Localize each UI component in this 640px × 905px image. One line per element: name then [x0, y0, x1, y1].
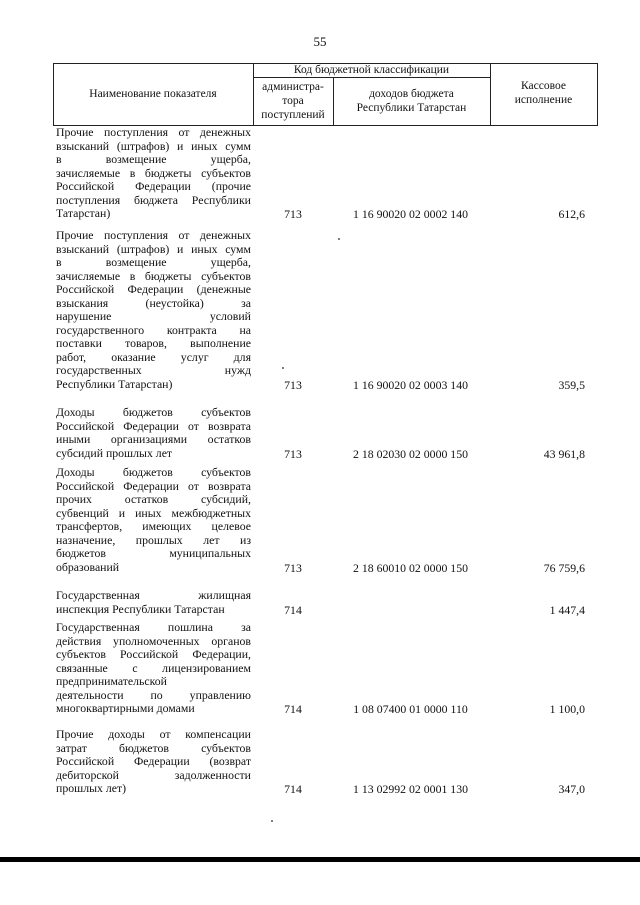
row-name-line: Государственная пошлина за [56, 620, 251, 634]
row-admin-code: 713 [284, 560, 302, 575]
row-name [56, 126, 251, 221]
header-income [333, 87, 490, 115]
row-income-code: 2 18 02030 02 0000 150 [352, 446, 469, 461]
row-name [56, 589, 251, 616]
row-amount: 43 961,8 [543, 446, 585, 461]
row-admin-code: 714 [284, 782, 302, 796]
row-amount: 359,5 [558, 377, 585, 392]
header-right-border [597, 63, 598, 125]
row-name-line: Доходы бюджетов субъектов [56, 405, 251, 419]
row-name-line: Российской Федерации (прочие [56, 179, 251, 193]
row-income-code: 1 16 90020 02 0002 140 [352, 207, 469, 221]
row-name-line: Татарстан) [56, 206, 111, 220]
row-admin-code: 713 [284, 207, 302, 221]
row-name-line: иными организациями остатков [56, 432, 251, 446]
row-name-line: многоквартирными домами [56, 701, 195, 715]
row-name [56, 406, 251, 460]
row-name-line: Прочие поступления от денежных [56, 228, 251, 242]
row-name-line: Прочие доходы от компенсации [56, 727, 251, 741]
row-name-line: государственных нужд [56, 363, 251, 377]
row-name-line: взыскания (неустойка) за [56, 295, 251, 310]
row-income-code: 1 08 07400 01 0000 110 [353, 702, 468, 716]
row-name [56, 466, 251, 574]
row-admin-code: 713 [284, 377, 302, 392]
scan-speck [338, 238, 340, 240]
row-name [56, 621, 251, 716]
row-name-line: трансфертов, имеющих целевое [56, 519, 251, 533]
row-name-line: бюджетов муниципальных [56, 546, 251, 560]
row-name-line: субсидий прошлых лет [56, 445, 173, 460]
row-amount: 612,6 [558, 207, 585, 221]
header-admin [253, 80, 333, 122]
row-name-line: Республики Татарстан) [56, 376, 173, 391]
row-name [56, 728, 251, 796]
header-income-line-1: доходов бюджета [369, 88, 454, 100]
page-number: 55 [313, 34, 327, 49]
row-name-line: образований [56, 559, 120, 574]
row-name-line: прошлых лет) [56, 781, 127, 795]
row-name-line: прочих остатков субсидий, [56, 492, 251, 506]
scan-speck [282, 367, 284, 369]
row-name-line: Доходы бюджетов субъектов [56, 465, 251, 479]
row-name-line: инспекция Республики Татарстан [56, 601, 225, 616]
row-name-line: взысканий (штрафов) и иных сумм [56, 138, 251, 153]
row-name-line: Российской Федерации от возврата [56, 418, 251, 433]
header-group: Код бюджетной классификации [293, 64, 450, 76]
row-name-line: связанные с лицензированием [56, 660, 251, 675]
row-name-line: предпринимательской [56, 674, 167, 688]
row-name-line: дебиторской задолженности [56, 767, 251, 782]
row-name-line: нарушение условий [56, 309, 251, 323]
row-name-line: действия уполномоченных органов [56, 633, 251, 648]
row-admin-code: 713 [284, 446, 302, 461]
scan-speck [271, 820, 273, 822]
header-cash-line-2: исполнение [514, 94, 573, 106]
row-income-code: 1 13 02992 02 0001 130 [352, 782, 469, 796]
group-header-underline [253, 77, 491, 78]
row-admin-code: 714 [284, 602, 302, 617]
row-name-line: работ, оказание услуг для [56, 349, 251, 364]
header-admin-line-1: администра- [262, 81, 324, 93]
row-name-line: деятельности по управлению [56, 687, 251, 702]
scan-bottom-edge [0, 857, 640, 862]
row-name-line: затрат бюджетов субъектов [56, 740, 251, 755]
row-name-line: субъектов Российской Федерации, [56, 647, 251, 661]
row-name-line: Государственная жилищная [56, 588, 251, 602]
header-cash [490, 79, 597, 107]
header-cash-line-1: Кассовое [521, 80, 566, 92]
row-name-line: назначение, прошлых лет из [56, 532, 251, 547]
row-name [56, 229, 251, 391]
row-amount: 1 447,4 [549, 602, 585, 617]
row-amount: 76 759,6 [543, 560, 585, 575]
row-name-line: зачисляемые в бюджеты субъектов [56, 268, 251, 283]
row-name-line: поставки товаров, выполнение [56, 336, 251, 350]
row-name-line: в возмещение ущерба, [56, 255, 251, 269]
row-name-line: в возмещение ущерба, [56, 152, 251, 166]
row-name-line: Российской Федерации (денежные [56, 282, 251, 296]
row-name-line: взысканий (штрафов) и иных сумм [56, 241, 251, 256]
row-name-line: зачисляемые в бюджеты субъектов [56, 165, 251, 180]
row-admin-code: 714 [284, 702, 302, 716]
row-income-code: 1 16 90020 02 0003 140 [352, 377, 469, 392]
row-income-code: 2 18 60010 02 0000 150 [352, 560, 469, 575]
row-name-line: Российской Федерации от возврата [56, 478, 251, 493]
row-amount: 1 100,0 [549, 702, 585, 716]
header-name: Наименование показателя [89, 88, 217, 100]
row-name-line: Прочие поступления от денежных [56, 125, 251, 139]
header-admin-line-2: тора [282, 95, 304, 107]
row-name-line: государственного контракта на [56, 322, 251, 337]
row-name-line: субвенций и иных межбюджетных [56, 505, 251, 520]
header-income-line-2: Республики Татарстан [356, 102, 467, 114]
header-admin-line-3: поступлений [261, 109, 325, 121]
row-name-line: поступления бюджета Республики [56, 192, 251, 207]
row-name-line: Российской Федерации (возврат [56, 754, 251, 768]
row-amount: 347,0 [558, 782, 585, 796]
